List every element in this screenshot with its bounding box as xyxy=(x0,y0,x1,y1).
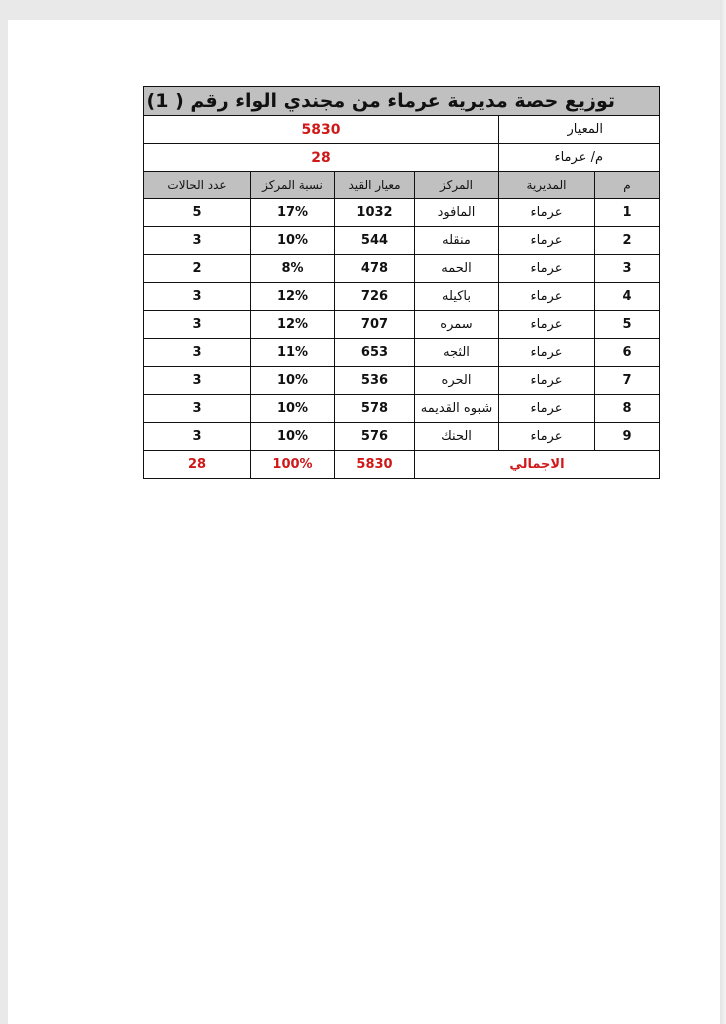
row-no: 6 xyxy=(595,339,660,367)
table-row xyxy=(144,395,660,423)
row-ratio: 10% xyxy=(251,395,335,423)
criterion-row xyxy=(144,116,660,144)
row-ratio: 10% xyxy=(251,367,335,395)
row-ratio: 12% xyxy=(251,283,335,311)
row-cases: 3 xyxy=(144,339,251,367)
row-ratio: 11% xyxy=(251,339,335,367)
row-cases: 2 xyxy=(144,255,251,283)
row-center: سمره xyxy=(415,311,499,339)
row-criterion: 576 xyxy=(335,423,415,451)
row-center: الحمه xyxy=(415,255,499,283)
row-directorate: عرماء xyxy=(499,311,595,339)
row-directorate: عرماء xyxy=(499,227,595,255)
header-no: م xyxy=(595,172,660,199)
row-no: 7 xyxy=(595,367,660,395)
row-no: 3 xyxy=(595,255,660,283)
row-criterion: 478 xyxy=(335,255,415,283)
row-ratio: 12% xyxy=(251,311,335,339)
row-center: الحنك xyxy=(415,423,499,451)
row-no: 2 xyxy=(595,227,660,255)
row-no: 5 xyxy=(595,311,660,339)
row-criterion: 707 xyxy=(335,311,415,339)
criterion-label: المعيار xyxy=(499,116,660,144)
table-row xyxy=(144,423,660,451)
table-title: توزيع حصة مديرية عرماء من مجندي الواء رقم ( 1) xyxy=(144,87,660,116)
row-ratio: 10% xyxy=(251,423,335,451)
table-row xyxy=(144,367,660,395)
district-row xyxy=(144,144,660,172)
row-cases: 3 xyxy=(144,227,251,255)
header-case-count: عدد الحالات xyxy=(144,172,251,199)
header-center-ratio: نسبة المركز xyxy=(251,172,335,199)
row-no: 8 xyxy=(595,395,660,423)
row-ratio: 10% xyxy=(251,227,335,255)
row-directorate: عرماء xyxy=(499,255,595,283)
header-registration-criterion: معيار القيد xyxy=(335,172,415,199)
table-row xyxy=(144,199,660,227)
row-center: شبوه القديمه xyxy=(415,395,499,423)
table-row xyxy=(144,283,660,311)
total-cases: 28 xyxy=(144,451,251,479)
row-directorate: عرماء xyxy=(499,339,595,367)
row-criterion: 726 xyxy=(335,283,415,311)
row-cases: 3 xyxy=(144,367,251,395)
table-row xyxy=(144,227,660,255)
row-center: الحره xyxy=(415,367,499,395)
row-center: الثجه xyxy=(415,339,499,367)
district-value: 28 xyxy=(144,144,499,172)
row-cases: 3 xyxy=(144,283,251,311)
row-directorate: عرماء xyxy=(499,199,595,227)
row-center: المافود xyxy=(415,199,499,227)
total-criterion: 5830 xyxy=(335,451,415,479)
row-criterion: 544 xyxy=(335,227,415,255)
row-criterion: 1032 xyxy=(335,199,415,227)
row-no: 9 xyxy=(595,423,660,451)
header-directorate: المديرية xyxy=(499,172,595,199)
table-row xyxy=(144,311,660,339)
total-row xyxy=(144,451,660,479)
row-no: 4 xyxy=(595,283,660,311)
row-criterion: 653 xyxy=(335,339,415,367)
row-no: 1 xyxy=(595,199,660,227)
row-cases: 3 xyxy=(144,423,251,451)
row-ratio: 8% xyxy=(251,255,335,283)
criterion-value: 5830 xyxy=(144,116,499,144)
row-center: منقله xyxy=(415,227,499,255)
title-row xyxy=(144,87,660,116)
distribution-table xyxy=(143,86,660,479)
row-cases: 5 xyxy=(144,199,251,227)
row-criterion: 578 xyxy=(335,395,415,423)
row-directorate: عرماء xyxy=(499,395,595,423)
row-center: باكيله xyxy=(415,283,499,311)
row-ratio: 17% xyxy=(251,199,335,227)
row-cases: 3 xyxy=(144,395,251,423)
row-cases: 3 xyxy=(144,311,251,339)
row-directorate: عرماء xyxy=(499,283,595,311)
total-label: الاجمالي xyxy=(415,451,660,479)
page-edge-shadow xyxy=(720,0,726,1024)
row-directorate: عرماء xyxy=(499,423,595,451)
header-center: المركز xyxy=(415,172,499,199)
table-row xyxy=(144,339,660,367)
row-directorate: عرماء xyxy=(499,367,595,395)
district-label: م/ عرماء xyxy=(499,144,660,172)
total-ratio: 100% xyxy=(251,451,335,479)
row-criterion: 536 xyxy=(335,367,415,395)
table-row xyxy=(144,255,660,283)
header-row xyxy=(144,172,660,199)
